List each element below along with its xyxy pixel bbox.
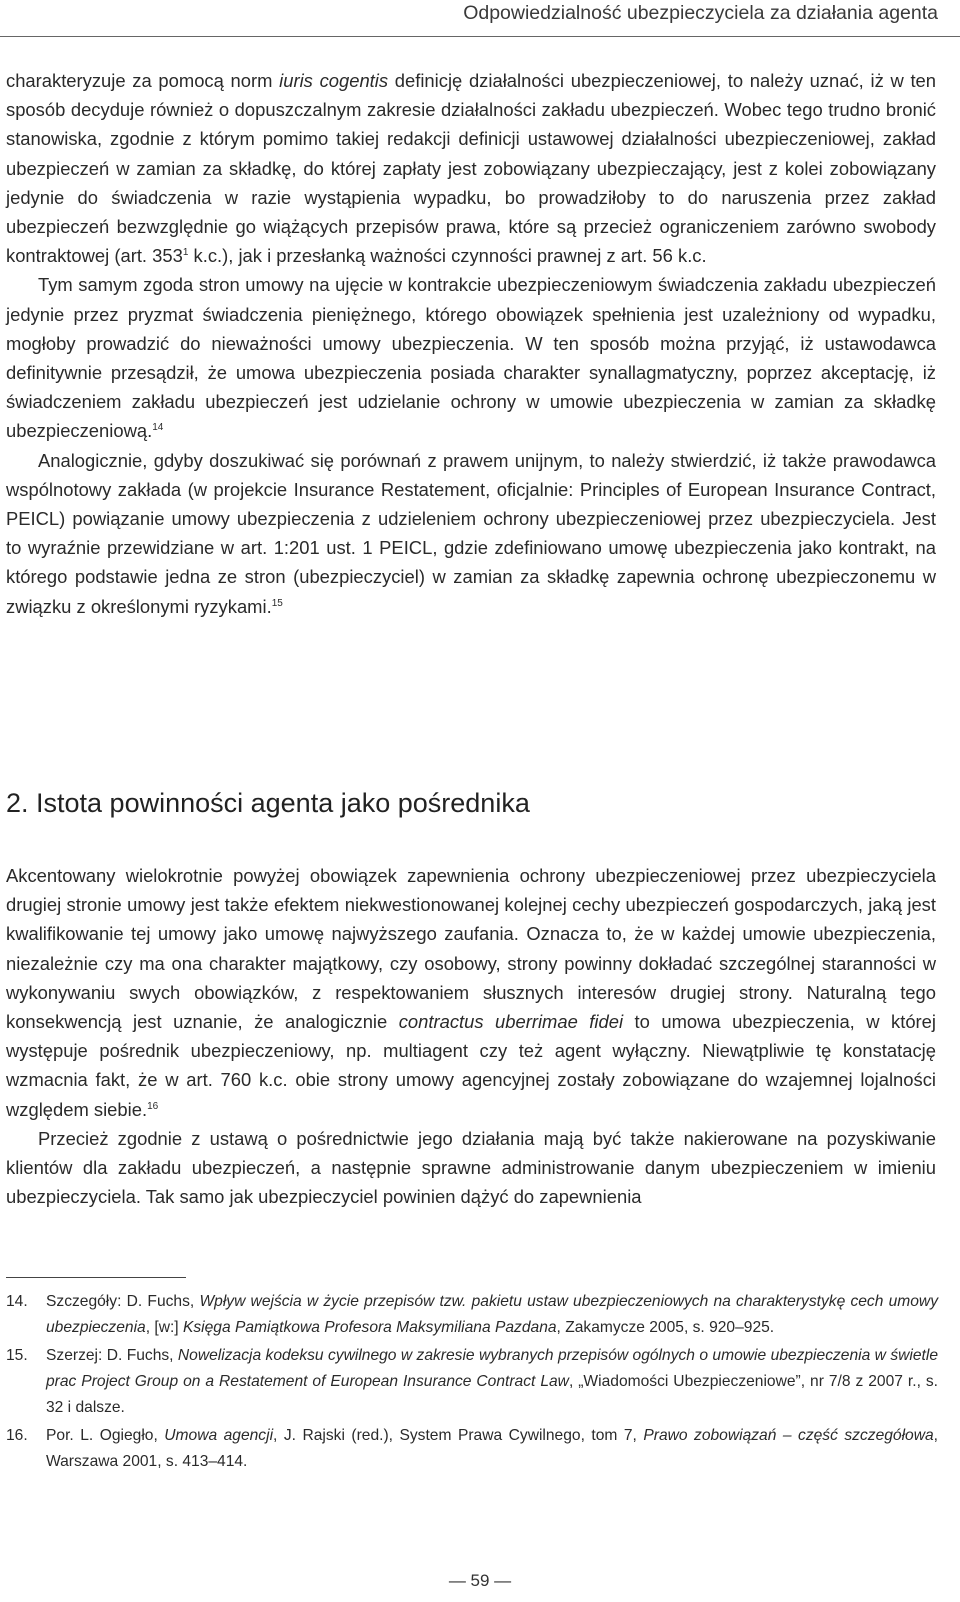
footnote-text: Szczegóły: D. Fuchs, Wpływ wejścia w życie przepisów tzw. pakietu ustaw ubezpieczeniowych na charakterystykę cech umowy ubezpieczenia, [w:] Księga Pamiątkowa Profesora Maksymiliana Pazdana, Zakamycze 2005, s. 920–925. [46,1293,938,1336]
footnote-14 [6,1289,938,1341]
page-number: — 59 — [448,1571,512,1590]
running-header-title: Odpowiedzialność ubezpieczyciela za działania agenta [463,2,938,24]
footnote-ref-14[interactable]: 14 [152,422,164,434]
paragraph-3: Analogicznie, gdyby doszukiwać się porównań z prawem unijnym, to należy stwierdzić, iż także prawodawca wspólnotowy zakłada (w projekcie Insurance Restatement, oficjalnie: Principles of European Insurance Contract, PEICL) powiązanie umowy ubezpieczenia z udzieleniem ochrony ubezpieczeniowej przez ubezpieczyciela. Jest to wyraźnie przewidziane w art. 1:201 ust. 1 PEICL, gdzie zdefiniowano umowę ubezpieczenia jako kontrakt, na którego podstawie jedna ze stron (ubezpieczyciel) w zamian za składkę zapewnia ochronę ubezpieczonemu w związku z określonymi ryzykami.$^{15}$ [6,449,936,617]
footnotes [6,1289,938,1477]
running-header [0,0,938,36]
footnote-number: 16. [6,1427,28,1444]
paragraph-1: charakteryzuje za pomocą norm iuris cogentis definicję działalności ubezpieczeniowej, to należy uznać, iż w ten sposób decyduje również o dopuszczalnym zakresie działalności zakładu ubezpieczeń. Wobec tego trudno bronić stanowiska, zgodnie z którym pomimo takiej redakcji definicji ustawowej działalności ubezpieczeniowej, zakład ubezpieczeń w zamian za składkę, do której zapłaty jest zobowiązany ubezpieczający, jest z kolei zobowiązany jedynie do świadczenia w razie wystąpienia wypadku, bo prowadziłoby to do naruszenia przez zakład ubezpieczeń bezwzględnie go wiążących przepisów prawa, które są przecież ograniczeniem zarówno swobody kontraktowej (art. 353$^1$ k.c.), jak i przesłanką ważności czynności prawnej z art. 56 k.c. [6,70,937,267]
article-superscript: 1 [182,247,189,259]
footnote-number: 15. [6,1347,28,1364]
latin-term: iuris cogentis [279,70,389,91]
footnote-16 [6,1423,938,1475]
section-text [6,861,936,1211]
footnote-15 [6,1343,938,1421]
footnote-ref-15[interactable]: 15 [271,597,283,609]
footnote-number: 14. [6,1293,28,1310]
latin-term: contractus uberrimae fidei [398,1011,624,1033]
footnote-text: Szerzej: D. Fuchs, Nowelizacja kodeksu cywilnego w zakresie wybranych przepisów ogólnych o umowie ubezpieczenia w świetle prac Project Group on a Restatement of European Insurance Contract Law, „Wiadomości Ubezpieczeniowe”, nr 7/8 z 2007 r., s. 32 i dalsze. [46,1347,938,1416]
section-paragraph-2: Przecież zgodnie z ustawą o pośrednictwie jego działania mają być także nakierowane na pozyskiwanie klientów dla zakładu ubezpieczeń, a następnie sprawne administrowanie danym ubezpieczeniem w imieniu ubezpieczyciela. Tak samo jak ubezpieczyciel powinien dążyć do zapewnienia [6,1127,936,1208]
header-divider [0,36,960,37]
section-heading: 2. Istota powinności agenta jako pośrednika [6,788,530,818]
footnote-ref-16[interactable]: 16 [147,1100,159,1112]
footnote-text: Por. L. Ogiegło, Umowa agencji, J. Rajski (red.), System Prawa Cywilnego, tom 7, Prawo zobowiązań – część szczegółowa, Warszawa 2001, s. 413–414. [46,1427,938,1470]
footnote-divider [6,1277,186,1278]
body-text [6,66,936,621]
paragraph-2: Tym samym zgoda stron umowy na ujęcie w kontrakcie ubezpieczeniowym świadczenia zakładu ubezpieczeń jedynie przez pryzmat świadczenia pieniężnego, którego obowiązek spełnienia jest uzależniony od wypadku, mogłoby prowadzić do nieważności umowy ubezpieczenia. W ten sposób można przyjąć, iż ustawodawca definitywnie przesądził, że umowa ubezpieczenia posiada charakter synallagmatyczny, poprzez akceptację, iż świadczeniem zakładu ubezpieczeń jest udzielanie ochrony w umowie ubezpieczenia w zamian za składkę ubezpieczeniową.$^{14}$ [6,274,936,442]
section-paragraph-1: Akcentowany wielokrotnie powyżej obowiązek zapewnienia ochrony ubezpieczeniowej przez ubezpieczyciela drugiej stronie umowy jest także efektem niekwestionowanej kolejnej cechy ubezpieczeń gospodarczych, jaką jest kwalifikowanie tej umowy jako umowę najwyższego zaufania. Oznacza to, że w każdej umowie ubezpieczenia, niezależnie czy ma ona charakter majątkowy, czy osobowy, strony powinny dokładać szczególnej staranności w wykonywaniu swych obowiązków, z respektowaniem słusznych interesów drugiej strony. Naturalną tego konsekwencją jest uznanie, że analogicznie contractus uberrimae fidei to umowa ubezpieczenia, w której występuje pośrednik ubezpieczeniowy, np. multiagent czy też agent wyłączny. Niewątpliwie tę konstatację wzmacnia fakt, że w art. 760 k.c. obie strony umowy agencyjnej zostały zobowiązane do wzajemnej lojalności względem siebie.$^{16}$ [6,865,936,1120]
